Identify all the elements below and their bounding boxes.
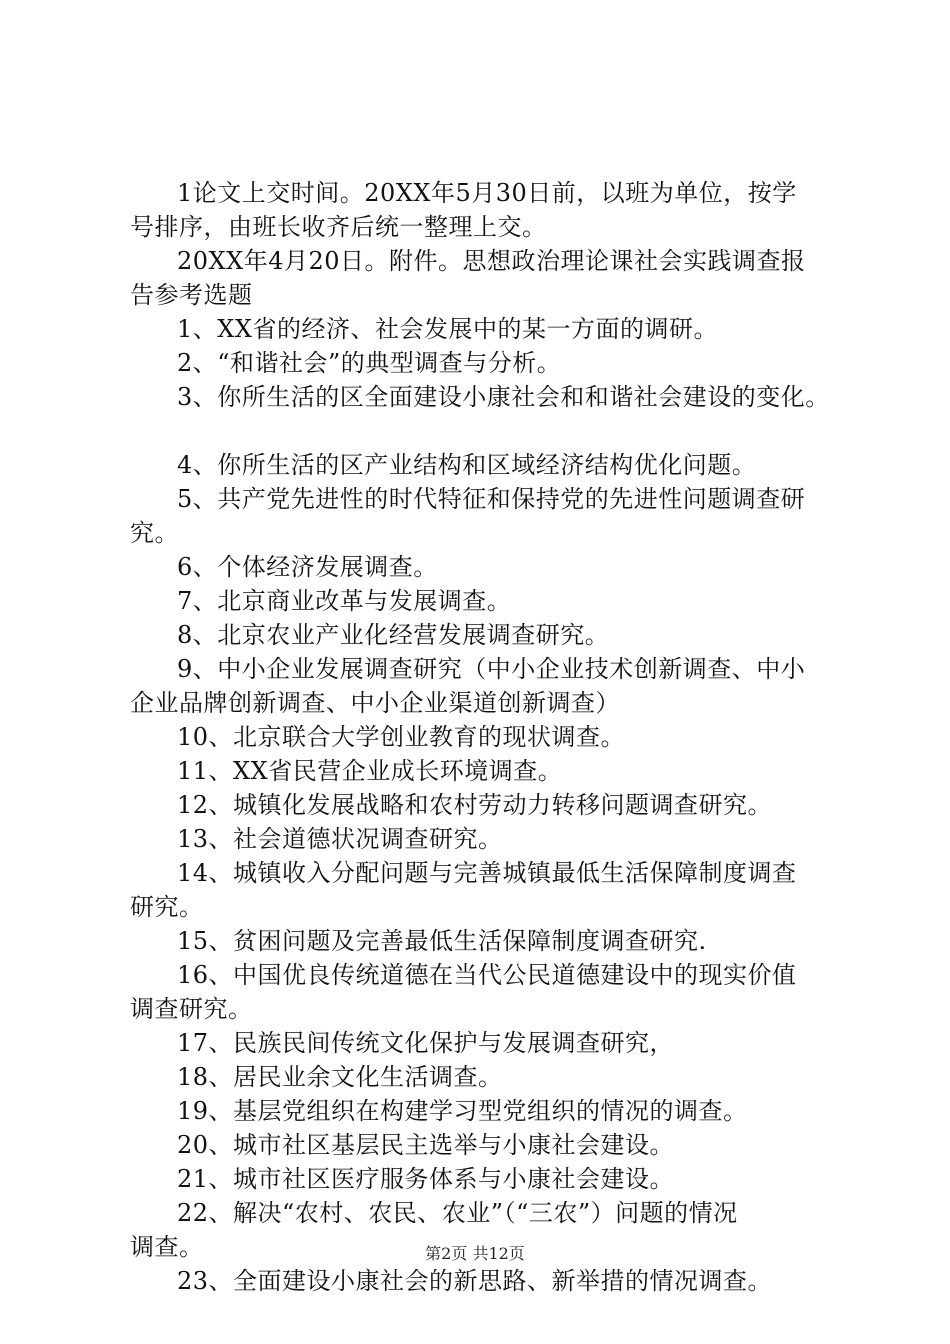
topic-item: 23、全面建设小康社会的新思路、新举措的情况调查。 bbox=[177, 1267, 773, 1295]
topic-item: 4、你所生活的区产业结构和区域经济结构优化问题。 bbox=[177, 451, 757, 479]
topic-item: 6、个体经济发展调查。 bbox=[177, 553, 438, 581]
blank-line bbox=[130, 414, 835, 448]
topic-item: 15、贫困问题及完善最低生活保障制度调查研究. bbox=[177, 927, 707, 955]
topic-item: 19、基层党组织在构建学习型党组织的情况的调查。 bbox=[177, 1097, 748, 1125]
document-body bbox=[130, 176, 835, 1298]
topic-item-continuation: 调查研究。 bbox=[130, 995, 253, 1023]
paragraph-line: 20XX年4月20日。附件。思想政治理论课社会实践调查报 bbox=[177, 247, 806, 275]
topic-item: 11、XX省民营企业成长环境调查。 bbox=[177, 757, 563, 785]
paragraph-line: 告参考选题 bbox=[130, 281, 253, 309]
topic-item: 20、城市社区基层民主选举与小康社会建设。 bbox=[177, 1131, 675, 1159]
topic-item: 18、居民业余文化生活调查。 bbox=[177, 1063, 503, 1091]
topic-item-continuation: 企业品牌创新调查、中小企业渠道创新调查） bbox=[130, 689, 620, 717]
topic-item: 5、共产党先进性的时代特征和保持党的先进性问题调查研 bbox=[177, 485, 806, 513]
topic-item: 13、社会道德状况调查研究。 bbox=[177, 825, 503, 853]
topic-item: 14、城镇收入分配问题与完善城镇最低生活保障制度调查 bbox=[177, 859, 797, 887]
topic-item: 10、北京联合大学创业教育的现状调查。 bbox=[177, 723, 626, 751]
topic-item: 2、“和谐社会”的典型调查与分析。 bbox=[177, 349, 562, 377]
topic-item: 9、中小企业发展调查研究（中小企业技术创新调查、中小 bbox=[177, 655, 806, 683]
topic-item: 8、北京农业产业化经营发展调查研究。 bbox=[177, 621, 610, 649]
topic-item: 12、城镇化发展战略和农村劳动力转移问题调查研究。 bbox=[177, 791, 773, 819]
topic-item: 3、你所生活的区全面建设小康社会和和谐社会建设的变化。 bbox=[177, 383, 830, 411]
topic-item: 7、北京商业改革与发展调查。 bbox=[177, 587, 512, 615]
page-number-footer: 第2页 共12页 bbox=[425, 1244, 525, 1263]
topic-item: 21、城市社区医疗服务体系与小康社会建设。 bbox=[177, 1165, 675, 1193]
topic-item-continuation: 究。 bbox=[130, 519, 179, 547]
paragraph-line: 号排序，由班长收齐后统一整理上交。 bbox=[130, 213, 547, 241]
topic-item: 1、XX省的经济、社会发展中的某一方面的调研。 bbox=[177, 315, 718, 343]
paragraph-line: 1论文上交时间。20XX年5月30日前，以班为单位，按学 bbox=[177, 179, 797, 207]
topic-item: 17、民族民间传统文化保护与发展调查研究， bbox=[177, 1029, 675, 1057]
topic-item: 16、中国优良传统道德在当代公民道德建设中的现实价值 bbox=[177, 961, 797, 989]
topic-item-continuation: 调查。 bbox=[130, 1233, 204, 1261]
topic-item: 22、解决“农村、农民、农业”（“三农”）问题的情况 bbox=[177, 1199, 738, 1227]
topic-item-continuation: 研究。 bbox=[130, 893, 204, 921]
